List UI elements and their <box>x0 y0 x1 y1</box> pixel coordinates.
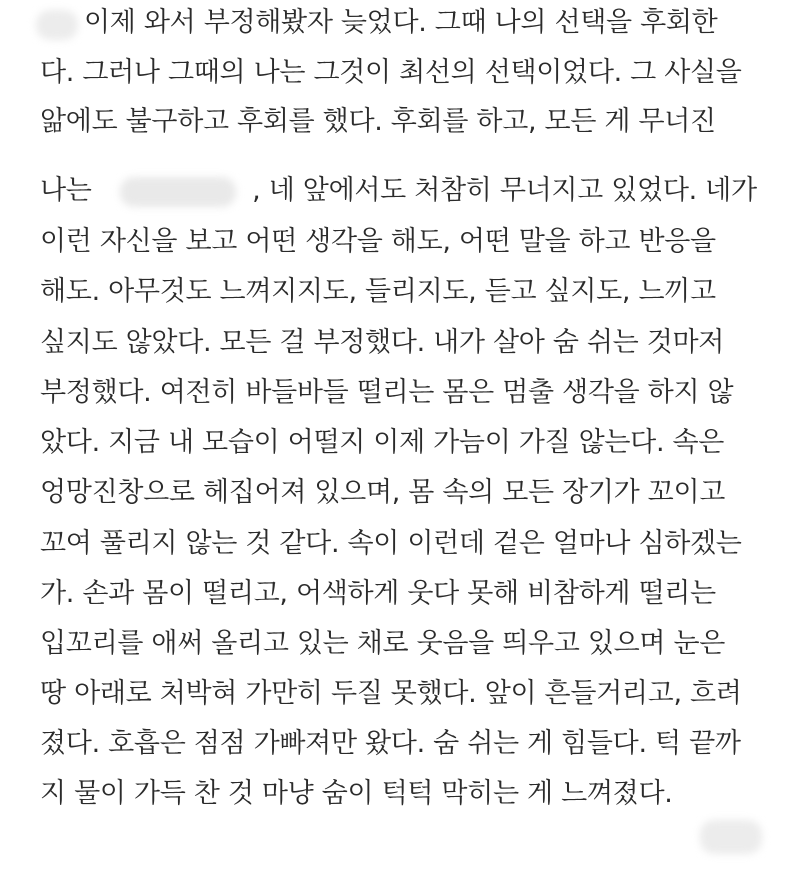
text-line: 이런 자신을 보고 어떤 생각을 해도, 어떤 말을 하고 반응을 <box>40 226 716 257</box>
text-segment: 나는 <box>40 175 92 206</box>
text-line <box>40 174 757 208</box>
text-line: 해도. 아무것도 느껴지지도, 들리지도, 듣고 싶지도, 느끼고 <box>40 276 716 307</box>
text-line: 꼬여 풀리지 않는 것 같다. 속이 이런데 겉은 얼마나 심하겠는 <box>40 528 742 559</box>
text-line: 싶지도 않았다. 모든 걸 부정했다. 내가 살아 숨 쉬는 것마저 <box>40 327 725 358</box>
text-line: 다. 그러나 그때의 나는 그것이 최선의 선택이었다. 그 사실을 <box>40 57 742 88</box>
text-line: 았다. 지금 내 모습이 어떨지 이제 가늠이 가질 않는다. 속은 <box>40 427 725 458</box>
text-line: 이제 와서 부정해봤자 늦었다. 그때 나의 선택을 후회한 <box>84 7 718 38</box>
text-line: 땅 아래로 처박혀 가만히 두질 못했다. 앞이 흔들거리고, 흐려 <box>40 678 742 709</box>
redacted-name <box>700 820 762 854</box>
text-line: 부정했다. 여전히 바들바들 떨리는 몸은 멈출 생각을 하지 않 <box>40 377 734 408</box>
text-line: 지 물이 가득 찬 것 마냥 숨이 턱턱 막히는 게 느껴졌다. <box>40 778 673 809</box>
text-line: 가. 손과 몸이 떨리고, 어색하게 웃다 못해 비참하게 떨리는 <box>40 578 716 609</box>
redacted-name <box>36 10 78 40</box>
text-segment: , 네 앞에서도 처참히 무너지고 있었다. 네가 <box>252 175 757 206</box>
text-line: 엉망진창으로 헤집어져 있으며, 몸 속의 모든 장기가 꼬이고 <box>40 477 726 508</box>
text-line: 입꼬리를 애써 올리고 있는 채로 웃음을 띄우고 있으며 눈은 <box>40 628 726 659</box>
text-line: 졌다. 호흡은 점점 가빠져만 왔다. 숨 쉬는 게 힘들다. 턱 끝까 <box>40 728 741 759</box>
redacted-name <box>120 177 236 207</box>
text-line: 앎에도 불구하고 후회를 했다. 후회를 하고, 모든 게 무너진 <box>40 106 716 137</box>
